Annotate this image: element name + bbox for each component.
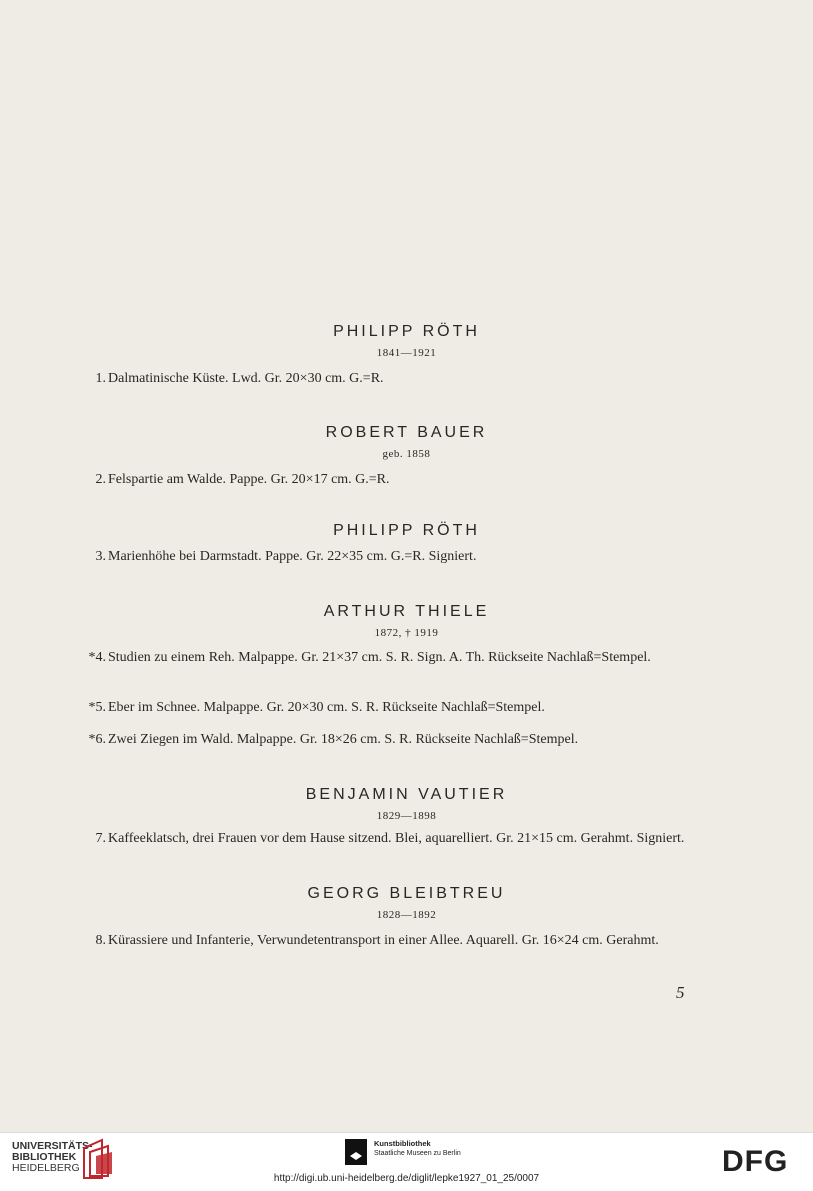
permalink-url[interactable]: http://digi.ub.uni-heidelberg.de/diglit/lepke1927_01_25/0007 bbox=[273, 1173, 540, 1184]
catalog-entry bbox=[82, 829, 692, 849]
entry-text: Dalmatinische Küste. Lwd. Gr. 20×30 cm. G.=R. bbox=[108, 371, 384, 386]
entry-text: Studien zu einem Reh. Malpappe. Gr. 21×37 cm. S. R. Sign. A. Th. Rückseite Nachlaß=Stempel. bbox=[108, 650, 651, 665]
catalog-entry bbox=[82, 931, 692, 951]
artist-heading: ROBERT BAUER bbox=[325, 424, 488, 441]
catalog-entry bbox=[82, 698, 692, 718]
entry-number: *4. bbox=[88, 650, 106, 665]
artist-dates: 1829—1898 bbox=[376, 810, 437, 822]
artist-dates: 1828—1892 bbox=[376, 909, 437, 921]
logo-line: HEIDELBERG bbox=[12, 1162, 80, 1174]
kunstbibliothek-logo-icon bbox=[345, 1139, 367, 1165]
entry-text: Kaffeeklatsch, drei Frauen vor dem Hause sitzend. Blei, aquarelliert. Gr. 21×15 cm. Gerahmt. Signiert. bbox=[108, 831, 685, 846]
entry-text: Eber im Schnee. Malpappe. Gr. 20×30 cm. S. R. Rückseite Nachlaß=Stempel. bbox=[108, 700, 545, 715]
artist-heading: BENJAMIN VAUTIER bbox=[305, 786, 508, 803]
entry-text: Marienhöhe bei Darmstadt. Pappe. Gr. 22×35 cm. G.=R. Signiert. bbox=[108, 549, 477, 564]
entry-number: 3. bbox=[95, 549, 106, 564]
entry-text: Zwei Ziegen im Wald. Malpappe. Gr. 18×26 cm. S. R. Rückseite Nachlaß=Stempel. bbox=[108, 732, 579, 747]
artist-dates: 1872, † 1919 bbox=[374, 627, 439, 639]
kb-title: Kunstbibliothek bbox=[374, 1139, 431, 1148]
catalog-entry bbox=[82, 369, 692, 389]
kunstbibliothek-logo-text[interactable] bbox=[374, 1139, 461, 1158]
entry-number: *5. bbox=[88, 700, 106, 715]
catalog-entry bbox=[82, 730, 692, 750]
entry-number: 7. bbox=[95, 831, 106, 846]
entry-number: *6. bbox=[88, 732, 106, 747]
artist-heading: PHILIPP RÖTH bbox=[333, 522, 480, 539]
logo-line: BIBLIOTHEK bbox=[12, 1151, 77, 1163]
dfg-logo[interactable]: DFG bbox=[722, 1145, 789, 1178]
entry-text: Felspartie am Walde. Pappe. Gr. 20×17 cm. G.=R. bbox=[108, 472, 390, 487]
catalog-entry bbox=[82, 648, 692, 668]
logo-line: UNIVERSITÄTS- bbox=[12, 1140, 93, 1152]
page-number: 5 bbox=[676, 983, 685, 1002]
artist-heading: ARTHUR THIELE bbox=[323, 603, 490, 620]
catalog-entry bbox=[82, 470, 692, 490]
kb-subtitle: Staatliche Museen zu Berlin bbox=[374, 1150, 461, 1157]
artist-heading: GEORG BLEIBTREU bbox=[307, 885, 506, 902]
entry-number: 2. bbox=[95, 472, 106, 487]
artist-dates: geb. 1858 bbox=[382, 448, 431, 460]
artist-dates: 1841—1921 bbox=[376, 347, 437, 359]
entry-number: 8. bbox=[95, 933, 106, 948]
show-through-decoration bbox=[0, 122, 813, 138]
entry-text: Kürassiere und Infanterie, Verwundetentransport in einer Allee. Aquarell. Gr. 16×24 cm. Gerahmt. bbox=[108, 933, 659, 948]
entry-number: 1. bbox=[95, 371, 106, 386]
artist-heading: PHILIPP RÖTH bbox=[333, 323, 480, 340]
catalog-entry bbox=[82, 547, 692, 567]
